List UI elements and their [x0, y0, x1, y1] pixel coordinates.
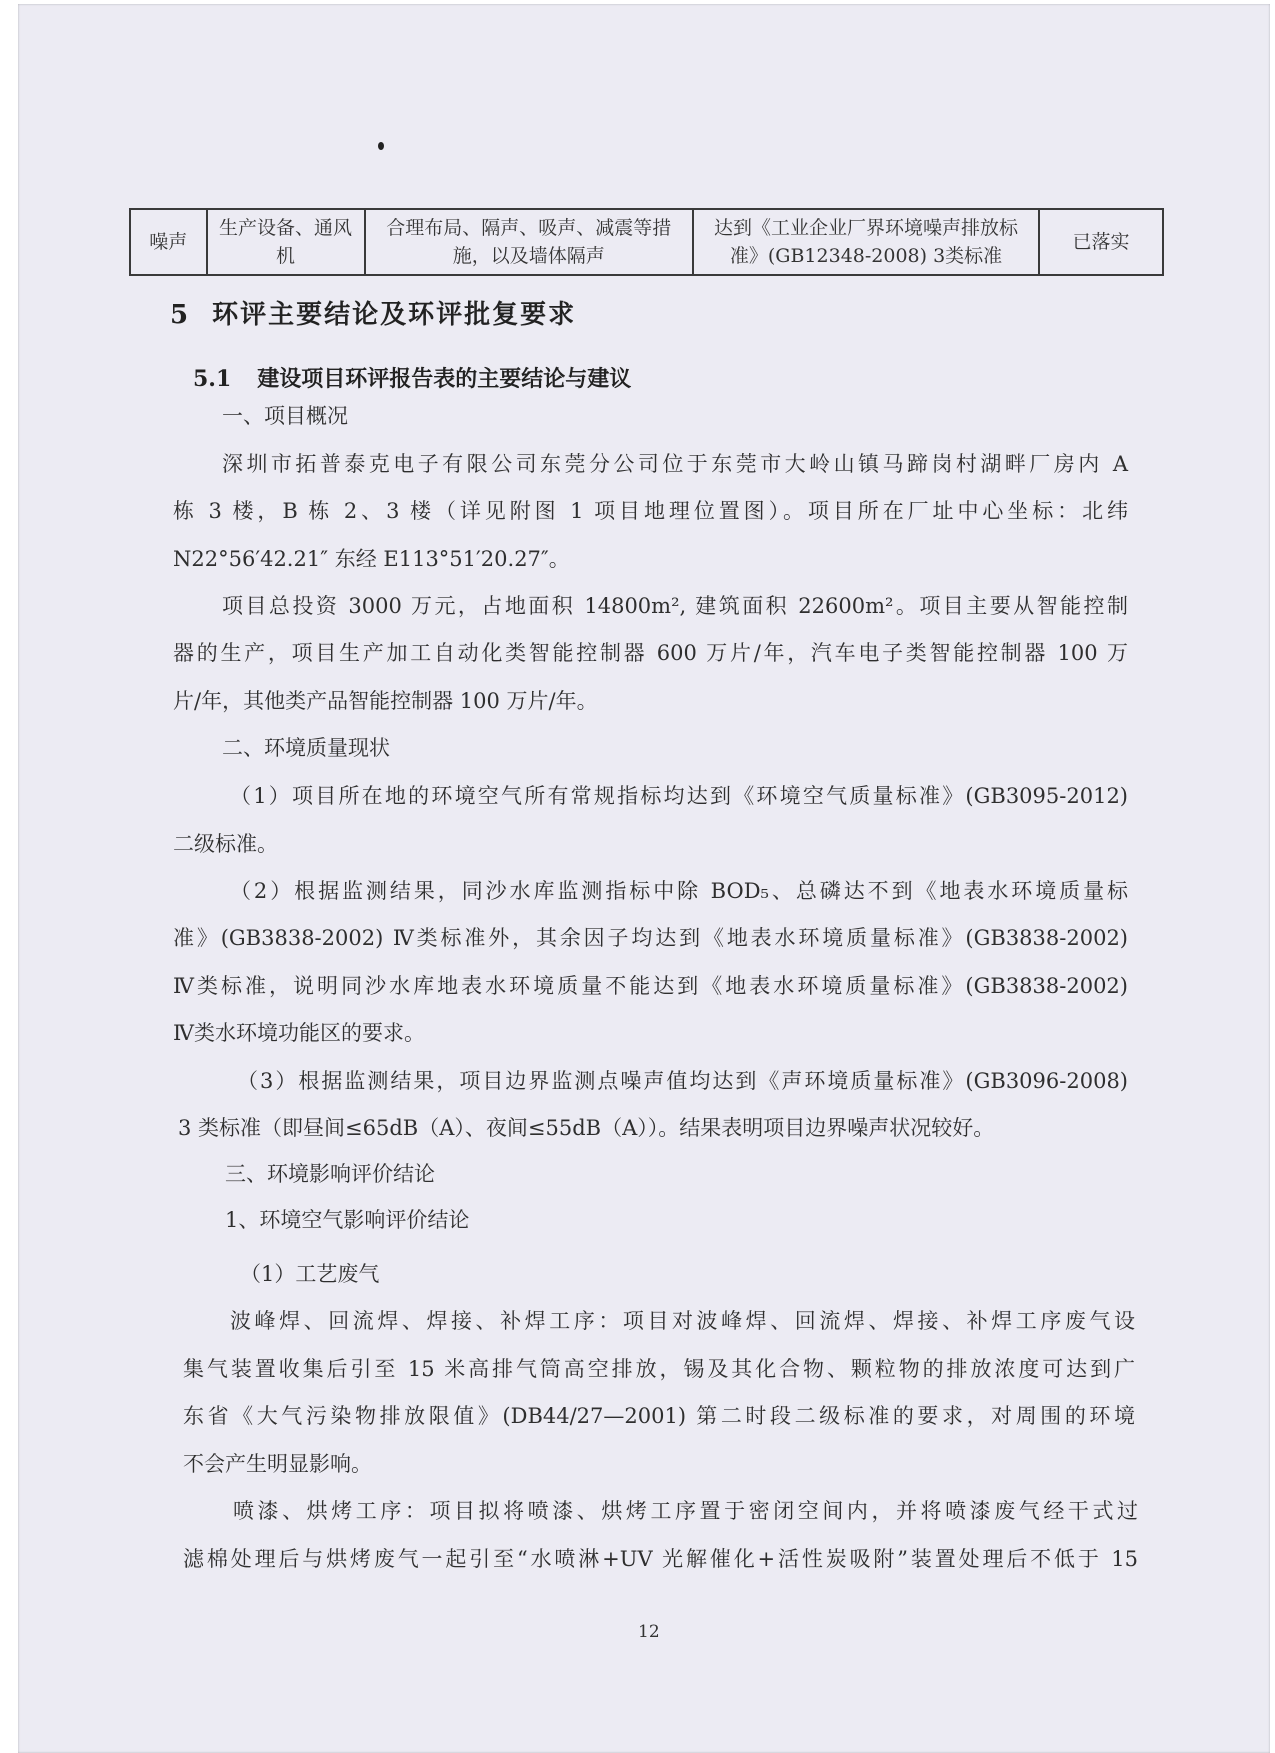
heading-project-overview: 一、项目概况: [222, 404, 348, 428]
paragraph-line: 片/年，其他类产品智能控制器 100 万片/年。: [173, 689, 598, 713]
paragraph-line: 深圳市拓普泰克电子有限公司东莞分公司位于东莞市大岭山镇马蹄岗村湖畔厂房内 A: [222, 452, 1128, 476]
paragraph-line: （1）项目所在地的环境空气所有常规指标均达到《环境空气质量标准》(GB3095-2012): [230, 784, 1128, 808]
paragraph-line: （3）根据监测结果，项目边界监测点噪声值均达到《声环境质量标准》(GB3096-2008): [237, 1069, 1128, 1093]
paragraph-line: 二级标准。: [173, 832, 278, 856]
noise-category-cell: 噪声: [130, 209, 207, 275]
heading-process-exhaust: （1）工艺废气: [240, 1262, 380, 1286]
table-row: [130, 209, 1163, 275]
paragraph-line: 栋 3 楼，B 栋 2、3 楼（详见附图 1 项目地理位置图）。项目所在厂址中心坐标：北纬: [173, 499, 1128, 523]
paragraph-line: 项目总投资 3000 万元，占地面积 14800m², 建筑面积 22600m²。项目主要从智能控制: [222, 594, 1128, 618]
paragraph-line: 东省《大气污染物排放限值》(DB44/27—2001) 第二时段二级标准的要求，对周围的环境: [183, 1404, 1135, 1428]
paragraph-line: N22°56′42.21″ 东经 E113°51′20.27″。: [173, 547, 570, 571]
subsection-title: 建设项目环评报告表的主要结论与建议: [257, 366, 632, 392]
paragraph-line: Ⅳ类水环境功能区的要求。: [173, 1021, 425, 1045]
section-number: 5: [170, 300, 191, 330]
subsection-heading: [193, 362, 631, 393]
noise-measures-cell: 合理布局、隔声、吸声、减震等措施，以及墙体隔声: [365, 209, 693, 275]
paragraph-line: 准》(GB3838-2002) Ⅳ类标准外，其余因子均达到《地表水环境质量标准》(GB3838-2002): [173, 926, 1128, 950]
paragraph-line: 器的生产，项目生产加工自动化类智能控制器 600 万片/年，汽车电子类智能控制器 100 万: [173, 641, 1128, 665]
paragraph-line: 喷漆、烘烤工序：项目拟将喷漆、烘烤工序置于密闭空间内，并将喷漆废气经干式过: [233, 1499, 1138, 1523]
section-heading: [170, 294, 576, 331]
subsection-number: 5.1: [193, 366, 232, 392]
paragraph-line: 不会产生明显影响。: [183, 1452, 372, 1476]
paragraph-line: Ⅳ类标准，说明同沙水库地表水环境质量不能达到《地表水环境质量标准》(GB3838-2002): [173, 974, 1128, 998]
noise-control-table: [129, 208, 1164, 276]
heading-air-impact: 1、环境空气影响评价结论: [225, 1208, 470, 1232]
noise-status-cell: 已落实: [1039, 209, 1163, 275]
heading-environment-status: 二、环境质量现状: [222, 736, 390, 760]
noise-standard-cell: 达到《工业企业厂界环境噪声排放标准》(GB12348-2008) 3类标准: [693, 209, 1039, 275]
scan-speck: [378, 142, 384, 150]
paragraph-line: 3 类标准（即昼间≤65dB（A）、夜间≤55dB（A））。结果表明项目边界噪声状况较好。: [178, 1116, 995, 1140]
section-title: 环评主要结论及环评批复要求: [212, 300, 577, 330]
paragraph-line: 波峰焊、回流焊、焊接、补焊工序：项目对波峰焊、回流焊、焊接、补焊工序废气设: [230, 1309, 1135, 1333]
paragraph-line: 滤棉处理后与烘烤废气一起引至“水喷淋+UV 光解催化+活性炭吸附”装置处理后不低于 15: [183, 1547, 1138, 1571]
heading-impact-conclusion: 三、环境影响评价结论: [225, 1162, 435, 1186]
paragraph-line: 集气装置收集后引至 15 米高排气筒高空排放，锡及其化合物、颗粒物的排放浓度可达到广: [183, 1357, 1135, 1381]
noise-source-cell: 生产设备、通风机: [207, 209, 365, 275]
page-number: 12: [638, 1622, 660, 1642]
paragraph-line: （2）根据监测结果，同沙水库监测指标中除 BOD₅、总磷达不到《地表水环境质量标: [230, 879, 1128, 903]
